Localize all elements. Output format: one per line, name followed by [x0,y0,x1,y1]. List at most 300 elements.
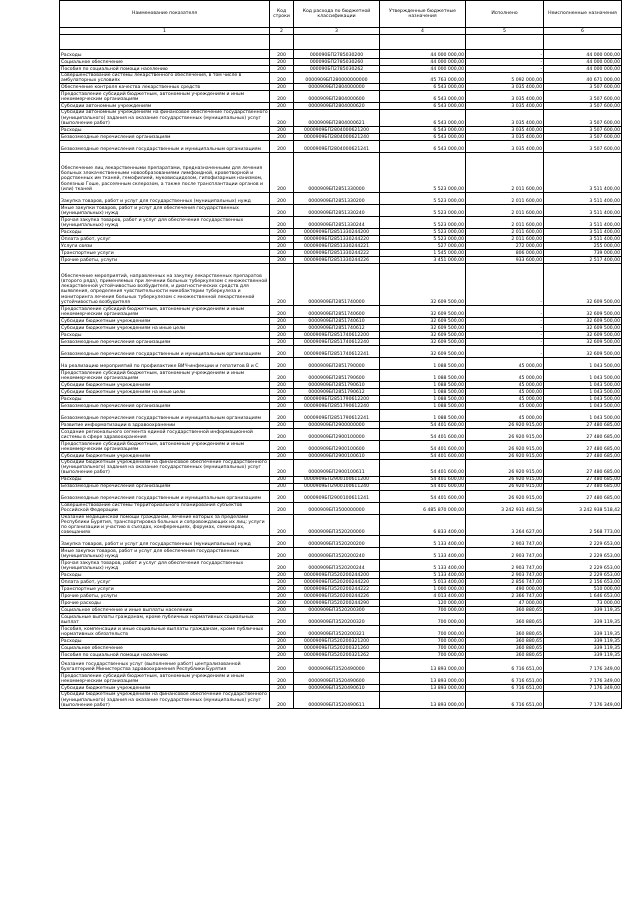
executed-amount-cell: 3 035 400,00 [466,134,544,141]
executed-amount-cell: 3 035 400,00 [466,84,544,91]
executed-amount-cell: 6 716 651,00 [466,659,544,673]
unexecuted-amount-cell: 739 000,00 [544,250,622,257]
line-code-cell: 200 [270,193,294,205]
line-code-cell: 200 [270,66,294,73]
column-number: 3 [294,28,380,35]
indicator-name-cell: Безвозмездные перечисления государственным и муниципальным организациям [60,490,270,502]
budget-code-cell: 0000909БП2851790000 [294,358,380,370]
executed-amount-cell: 806 000,00 [466,250,544,257]
indicator-name-cell: Субсидии бюджетным учреждениям на иные цели [60,325,270,332]
executed-amount-cell: - [466,318,544,325]
executed-amount-cell: - [466,325,544,332]
budget-code-cell: 0000909БП2851740612200 [294,332,380,339]
spacer-row [60,35,622,50]
executed-amount-cell: 360 880,65 [466,607,544,614]
executed-amount-cell: 360 880,65 [466,652,544,659]
line-code-cell: 200 [270,264,294,306]
approved-amount-cell: 32 609 500,00 [380,318,466,325]
approved-amount-cell: 1 088 500,00 [380,370,466,382]
unexecuted-amount-cell: 339 119,35 [544,614,622,626]
line-code-cell: 200 [270,205,294,217]
approved-amount-cell: 5 523 000,00 [380,217,466,229]
indicator-name-cell: Безвозмездные перечисления организациям [60,403,270,410]
table-row [60,593,622,600]
indicator-name-cell: Субсидии бюджетным учреждениям на финансовое обеспечение государственного (муниципального) задания на оказание государственных (муниципальных) услуг (выполнение работ) [60,460,270,477]
executed-amount-cell: 5 092 000,00 [466,73,544,84]
approved-amount-cell: 6 543 000,00 [380,84,466,91]
unexecuted-amount-cell: 44 000 000,00 [544,50,622,59]
unexecuted-amount-cell: 3 511 400,00 [544,153,622,193]
line-code-cell: 200 [270,476,294,483]
approved-amount-cell: 5 523 000,00 [380,205,466,217]
executed-amount-cell: 3 264 627,00 [466,514,544,536]
report-page [59,0,621,709]
budget-code-cell: 0000909БП2851790610 [294,382,380,389]
indicator-name-cell: Оплата работ, услуг [60,236,270,243]
table-row [60,332,622,339]
unexecuted-amount-cell: 3 511 400,00 [544,217,622,229]
indicator-name-cell: Пособия по социальной помощи населению [60,66,270,73]
budget-code-cell: 0000909БП2851740612241 [294,346,380,358]
unexecuted-amount-cell: 1 043 500,00 [544,389,622,396]
approved-amount-cell: 6 543 000,00 [380,103,466,110]
budget-code-cell: 0000909БП2804000621240 [294,134,380,141]
budget-code-cell: 0000909БП3520200321262 [294,652,380,659]
indicator-name-cell: Оказание медицинской помощи гражданам, лечение которых за пределами Республики Бурятия, транспортировка больных и сопровождающих их лиц; услуги по организации и участию в съездах, конференциях, форумах, семинарах, совещаниях [60,514,270,536]
approved-amount-cell: 6 485 870 000,00 [380,502,466,514]
header-approved: Утвержденные бюджетные назначения [380,1,466,28]
unexecuted-amount-cell: 32 609 500,00 [544,325,622,332]
approved-amount-cell: 700 000,00 [380,645,466,652]
budget-code-cell: 0000909БП2804000621241 [294,141,380,153]
table-row [60,84,622,91]
budget-code-cell: 0000909БП2804000000 [294,84,380,91]
indicator-name-cell: Предоставление субсидий бюджетным, автономным учреждениям и иным некоммерческим организациям [60,370,270,382]
unexecuted-amount-cell: 2 229 653,00 [544,536,622,548]
table-row [60,91,622,103]
budget-code-cell: 0000909БП3520200244290 [294,600,380,607]
budget-code-cell: 0000909БП3520200000 [294,514,380,536]
indicator-name-cell: Субсидии автономным учреждениям на финансовое обеспечение государственного (муниципального) задания на оказание государственных (муниципальных) услуг (выполнение работ) [61,110,268,126]
unexecuted-amount-cell: 3 507 600,00 [544,134,622,141]
indicator-name-cell: Транспортные услуги [60,250,270,257]
unexecuted-amount-cell: 3 507 600,00 [544,127,622,134]
budget-code-cell: 0000909БП2804000621 [294,110,380,127]
unexecuted-amount-cell: 32 609 500,00 [544,264,622,306]
table-row [60,536,622,548]
budget-code-cell: 0000909БП2851790612241 [294,410,380,422]
approved-amount-cell: 32 609 500,00 [380,339,466,346]
approved-amount-cell: 54 401 600,00 [380,429,466,441]
executed-amount-cell: - [466,339,544,346]
approved-amount-cell: 13 893 000,00 [380,673,466,685]
executed-amount-cell: - [466,50,544,59]
unexecuted-amount-cell: 27 480 685,00 [544,453,622,460]
indicator-name-cell: Закупка товаров, работ и услуг для государственных (муниципальных) нужд [60,193,270,205]
unexecuted-amount-cell: 3 511 400,00 [544,193,622,205]
approved-amount-cell: 1 088 500,00 [380,358,466,370]
line-code-cell: 200 [270,403,294,410]
unexecuted-amount-cell: 2 229 653,00 [544,548,622,560]
table-row [60,548,622,560]
line-code-cell: 200 [270,560,294,572]
indicator-name-cell: Безвозмездные перечисления государственным и муниципальным организациям [60,141,270,153]
indicator-name-cell: Субсидии автономным учреждениям [60,103,270,110]
executed-amount-cell: 26 920 915,00 [466,460,544,477]
table-row [60,429,622,441]
indicator-name-cell: Безвозмездные перечисления организациям [60,339,270,346]
line-code-cell: 200 [270,59,294,66]
line-code-cell: 200 [270,127,294,134]
executed-amount-cell: 3 242 931 481,58 [466,502,544,514]
approved-amount-cell: 3 451 000,00 [380,257,466,264]
table-row [60,318,622,325]
indicator-name-cell: Обеспечение лиц лекарственными препаратами, предназначенными для лечения больных злокачественными новообразованиями лимфоидной, кроветворной и родственных им тканей, гемофилией, муковисцидозом, гипофизарным нанизмом, болезнью Гоше, рассеянным склерозом, а также после трансплантации органов и (или) тканей [60,153,270,193]
unexecuted-amount-cell: 7 176 349,00 [544,685,622,692]
table-row [60,127,622,134]
table-row [60,141,622,153]
budget-code-cell: 000090БП2785030200 [294,50,380,59]
line-code-cell: 200 [270,614,294,626]
executed-amount-cell: 45 000,00 [466,403,544,410]
executed-amount-cell: 2 903 747,00 [466,560,544,572]
indicator-name-cell: Расходы [60,638,270,645]
approved-amount-cell: 1 088 500,00 [380,403,466,410]
line-code-cell: 200 [270,673,294,685]
budget-code-cell: 0000909БП3500000000 [294,502,380,514]
table-row [60,626,622,638]
indicator-name-cell: На реализацию мероприятий по профилактике ВИЧ-инфекции и гепатитов B и C [60,358,270,370]
approved-amount-cell: 5 133 400,00 [380,536,466,548]
budget-code-cell: 0000909БП2851790612 [294,389,380,396]
unexecuted-amount-cell: 2 229 653,00 [544,560,622,572]
executed-amount-cell: 45 000,00 [466,370,544,382]
line-code-cell: 200 [270,332,294,339]
approved-amount-cell: 5 523 000,00 [380,229,466,236]
table-row [60,673,622,685]
line-code-cell: 200 [270,490,294,502]
approved-amount-cell: 6 543 000,00 [380,110,466,127]
indicator-name-cell: Совершенствование системы территориального планирования субъектов Российской Федерации [60,502,270,514]
table-row [60,579,622,586]
line-code-cell: 200 [270,306,294,318]
indicator-name-cell: Социальное обеспечение и иные выплаты населению [60,607,270,614]
indicator-name-cell: Пособия, компенсации и иные социальные выплаты гражданам, кроме публичных нормативных обязательств [60,626,270,638]
executed-amount-cell: 45 000,00 [466,410,544,422]
line-code-cell: 200 [270,572,294,579]
approved-amount-cell: 5 523 000,00 [380,193,466,205]
line-code-cell: 200 [270,600,294,607]
approved-amount-cell: 6 543 000,00 [380,127,466,134]
line-code-cell: 200 [270,250,294,257]
indicator-name-cell: Предоставление субсидий бюджетным, автономным учреждениям и иным некоммерческим организациям [60,673,270,685]
indicator-name-cell: Расходы [60,50,270,59]
indicator-name-cell: Субсидии бюджетным учреждениям [60,453,270,460]
approved-amount-cell: 700 000,00 [380,638,466,645]
line-code-cell: 200 [270,536,294,548]
table-row [60,453,622,460]
approved-amount-cell: 1 088 500,00 [380,410,466,422]
unexecuted-amount-cell: 2 156 653,00 [544,579,622,586]
table-row [60,229,622,236]
approved-amount-cell: 54 401 600,00 [380,490,466,502]
table-row [60,389,622,396]
budget-code-cell: 0000909БП2851740000 [294,264,380,306]
approved-amount-cell: 5 523 000,00 [380,236,466,243]
line-code-cell: 200 [270,236,294,243]
executed-amount-cell: 6 716 651,00 [466,673,544,685]
indicator-name-cell: Предоставление субсидий бюджетным, автономным учреждениям и иным некоммерческим организациям [60,441,270,453]
unexecuted-amount-cell: 44 000 000,00 [544,59,622,66]
budget-code-cell: 0000909БП3520200240 [294,548,380,560]
unexecuted-amount-cell: 32 609 500,00 [544,332,622,339]
approved-amount-cell: 32 609 500,00 [380,325,466,332]
unexecuted-amount-cell: 3 507 600,00 [544,110,622,127]
table-row [60,514,622,536]
line-code-cell: 200 [270,548,294,560]
executed-amount-cell: 2 903 747,00 [466,572,544,579]
budget-code-cell: 0000909БП3520490600 [294,673,380,685]
indicator-name-cell: Прочие работы, услуги [60,257,270,264]
indicator-name-cell: Закупка товаров, работ и услуг для государственных (муниципальных) нужд [60,536,270,548]
executed-amount-cell: 360 880,65 [466,614,544,626]
table-row [60,66,622,73]
budget-code-cell: 0000909БП280000000000 [294,73,380,84]
executed-amount-cell: 933 600,00 [466,257,544,264]
executed-amount-cell: 2 011 600,00 [466,193,544,205]
budget-code-cell: 0000909БП2851330000 [294,153,380,193]
unexecuted-amount-cell: 2 229 653,00 [544,572,622,579]
executed-amount-cell: - [466,346,544,358]
line-code-cell: 200 [270,579,294,586]
table-row [60,614,622,626]
approved-amount-cell: 6 543 000,00 [380,141,466,153]
unexecuted-amount-cell: 1 043 500,00 [544,370,622,382]
unexecuted-amount-cell: 3 507 600,00 [544,84,622,91]
table-row [60,59,622,66]
column-number: 1 [60,28,270,35]
budget-code-cell: 0000909БП3520200300 [294,607,380,614]
table-row [60,659,622,673]
executed-amount-cell: - [466,332,544,339]
executed-amount-cell: 45 000,00 [466,382,544,389]
indicator-name-cell: Субсидии бюджетным учреждениям [60,318,270,325]
budget-code-cell: 0000909БП3520200244222 [294,586,380,593]
executed-amount-cell: 2 366 747,00 [466,593,544,600]
budget-code-cell: 000090БП2785030262 [294,66,380,73]
table-row [60,50,622,59]
budget-code-cell: 0000909БП2900100611240 [294,483,380,490]
column-number: 2 [270,28,294,35]
unexecuted-amount-cell: 2 517 400,00 [544,257,622,264]
indicator-name-cell: Субсидии бюджетным учреждениям [60,685,270,692]
unexecuted-amount-cell: 44 000 000,00 [544,66,622,73]
table-row [60,645,622,652]
unexecuted-amount-cell: 1 043 500,00 [544,382,622,389]
line-code-cell: 200 [270,382,294,389]
budget-code-cell: 0000909БП2851790600 [294,370,380,382]
table-header-row [60,1,622,28]
budget-code-cell: 0000909БП3520200244 [294,560,380,572]
approved-amount-cell: 5 013 400,00 [380,579,466,586]
approved-amount-cell: 120 000,00 [380,600,466,607]
executed-amount-cell: 360 880,65 [466,645,544,652]
budget-code-cell: 0000909БП3520490611 [294,692,380,709]
unexecuted-amount-cell: 7 176 349,00 [544,692,622,709]
unexecuted-amount-cell: 27 480 685,00 [544,429,622,441]
unexecuted-amount-cell: 1 043 500,00 [544,396,622,403]
approved-amount-cell: 4 013 400,00 [380,593,466,600]
executed-amount-cell: - [466,66,544,73]
table-row [60,692,622,709]
line-code-cell: 200 [270,502,294,514]
table-row [60,103,622,110]
approved-amount-cell: 5 133 400,00 [380,572,466,579]
line-code-cell: 200 [270,103,294,110]
indicator-name-cell: Обеспечение мероприятий, направленных на закупку лекарственных препаратов (второго ряда), применяемых при лечении больных туберкулезом с множественной лекарственной устойчивостью возбудителя, и диагностических средств для выявления, определения чувствительности микобактерии туберкулеза и мониторинга лечения больных туберкулезом с множественной лекарственной устойчивостью возбудителя [60,264,270,306]
table-row [60,370,622,382]
approved-amount-cell: 6 543 000,00 [380,134,466,141]
indicator-name-cell: Расходы [60,229,270,236]
indicator-name-cell: Безвозмездные перечисления организациям [60,483,270,490]
executed-amount-cell: 490 000,00 [466,586,544,593]
budget-code-cell: 0000909БП2900100600 [294,441,380,453]
line-code-cell: 200 [270,659,294,673]
indicator-name-cell: Оказание государственных услуг (выполнение работ) централизованной бухгалтерией Министерства здравоохранения Республики Бурятия [60,659,270,673]
unexecuted-amount-cell: 3 507 600,00 [544,91,622,103]
budget-code-cell: 0000909БП2851330244222 [294,250,380,257]
executed-amount-cell: 2 011 600,00 [466,229,544,236]
budget-code-cell: 0000909БП2851330200 [294,193,380,205]
approved-amount-cell: 54 401 600,00 [380,441,466,453]
unexecuted-amount-cell: 7 176 349,00 [544,659,622,673]
indicator-name-cell: Прочие работы, услуги [60,593,270,600]
unexecuted-amount-cell: 510 000,00 [544,586,622,593]
unexecuted-amount-cell: 339 119,35 [544,607,622,614]
table-row [60,306,622,318]
approved-amount-cell: 32 609 500,00 [380,346,466,358]
budget-code-cell: 0000909БП2851330240 [294,205,380,217]
table-row [60,476,622,483]
indicator-name-cell: Безвозмездные перечисления государственным и муниципальным организациям [60,346,270,358]
budget-code-cell: 0000909БП3520200320 [294,614,380,626]
unexecuted-amount-cell: 3 507 600,00 [544,103,622,110]
executed-amount-cell: 2 011 600,00 [466,153,544,193]
line-code-cell: 200 [270,389,294,396]
executed-amount-cell: 47 000,00 [466,600,544,607]
executed-amount-cell: 26 920 915,00 [466,422,544,429]
line-code-cell: 200 [270,217,294,229]
unexecuted-amount-cell: 1 043 500,00 [544,410,622,422]
unexecuted-amount-cell: 32 609 500,00 [544,306,622,318]
indicator-name-cell: Расходы [60,476,270,483]
budget-code-cell: 0000909БП3520200244226 [294,593,380,600]
indicator-name-cell: Иные закупки товаров, работ и услуг для обеспечения государственных (муниципальных) нужд [60,548,270,560]
unexecuted-amount-cell: 339 119,35 [544,652,622,659]
table-row [60,358,622,370]
executed-amount-cell: 45 000,00 [466,358,544,370]
line-code-cell: 200 [270,460,294,477]
table-row [60,134,622,141]
line-code-cell: 200 [270,370,294,382]
approved-amount-cell: 5 133 400,00 [380,548,466,560]
line-code-cell: 200 [270,645,294,652]
table-row [60,600,622,607]
unexecuted-amount-cell: 339 119,35 [544,638,622,645]
approved-amount-cell: 1 088 500,00 [380,396,466,403]
table-row [60,110,622,127]
unexecuted-amount-cell: 27 480 685,00 [544,441,622,453]
indicator-name-cell: Оплата работ, услуг [60,579,270,586]
unexecuted-amount-cell: 1 043 500,00 [544,403,622,410]
approved-amount-cell: 44 000 000,00 [380,66,466,73]
unexecuted-amount-cell: 32 609 500,00 [544,339,622,346]
executed-amount-cell: 2 856 747,00 [466,579,544,586]
executed-amount-cell: - [466,59,544,66]
line-code-cell: 200 [270,73,294,84]
indicator-name-cell: Прочие расходы [60,600,270,607]
table-row [60,382,622,389]
line-code-cell: 200 [270,358,294,370]
executed-amount-cell: 26 920 915,00 [466,490,544,502]
header-indicator-name: Наименование показателя [60,1,270,28]
line-code-cell: 200 [270,514,294,536]
table-row [60,607,622,614]
indicator-name-cell: Расходы [60,396,270,403]
indicator-name-cell: Транспортные услуги [60,586,270,593]
line-code-cell: 200 [270,626,294,638]
unexecuted-amount-cell: 3 511 400,00 [544,205,622,217]
unexecuted-amount-cell: 1 646 653,00 [544,593,622,600]
unexecuted-amount-cell: 32 609 500,00 [544,318,622,325]
table-row [60,685,622,692]
approved-amount-cell: 527 000,00 [380,243,466,250]
executed-amount-cell: 3 035 400,00 [466,110,544,127]
unexecuted-amount-cell: 40 671 000,00 [544,73,622,84]
executed-amount-cell: 360 880,65 [466,626,544,638]
budget-code-cell: 0000909БП3520200321 [294,626,380,638]
unexecuted-amount-cell: 3 242 938 518,42 [544,502,622,514]
budget-code-cell: 000090БП2785030260 [294,59,380,66]
budget-code-cell: 0000909БП2851790612240 [294,403,380,410]
approved-amount-cell: 44 000 000,00 [380,50,466,59]
approved-amount-cell: 54 401 600,00 [380,460,466,477]
unexecuted-amount-cell: 2 568 773,00 [544,514,622,536]
budget-code-cell: 0000909БП2900100610 [294,453,380,460]
table-row [60,502,622,514]
unexecuted-amount-cell: 3 511 400,00 [544,229,622,236]
line-code-cell: 200 [270,685,294,692]
indicator-name-cell: Предоставление субсидий бюджетным, автономным учреждениям и иным некоммерческим организациям [60,91,270,103]
budget-code-cell: 0000909БП2851330244221 [294,243,380,250]
table-row [60,586,622,593]
approved-amount-cell: 44 000 000,00 [380,59,466,66]
budget-code-cell: 0000909БП2851740600 [294,306,380,318]
line-code-cell: 200 [270,429,294,441]
line-code-cell: 200 [270,318,294,325]
budget-code-cell: 0000909БП2851740612 [294,325,380,332]
table-row [60,441,622,453]
executed-amount-cell: 6 716 651,00 [466,685,544,692]
table-row [60,346,622,358]
unexecuted-amount-cell: 255 000,00 [544,243,622,250]
line-code-cell: 200 [270,586,294,593]
approved-amount-cell: 13 893 000,00 [380,659,466,673]
executed-amount-cell: 272 000,00 [466,243,544,250]
column-number-row [60,28,622,35]
indicator-name-cell: Безвозмездные перечисления государственным и муниципальным организациям [60,410,270,422]
budget-code-cell: 0000909БП2804000620 [294,103,380,110]
